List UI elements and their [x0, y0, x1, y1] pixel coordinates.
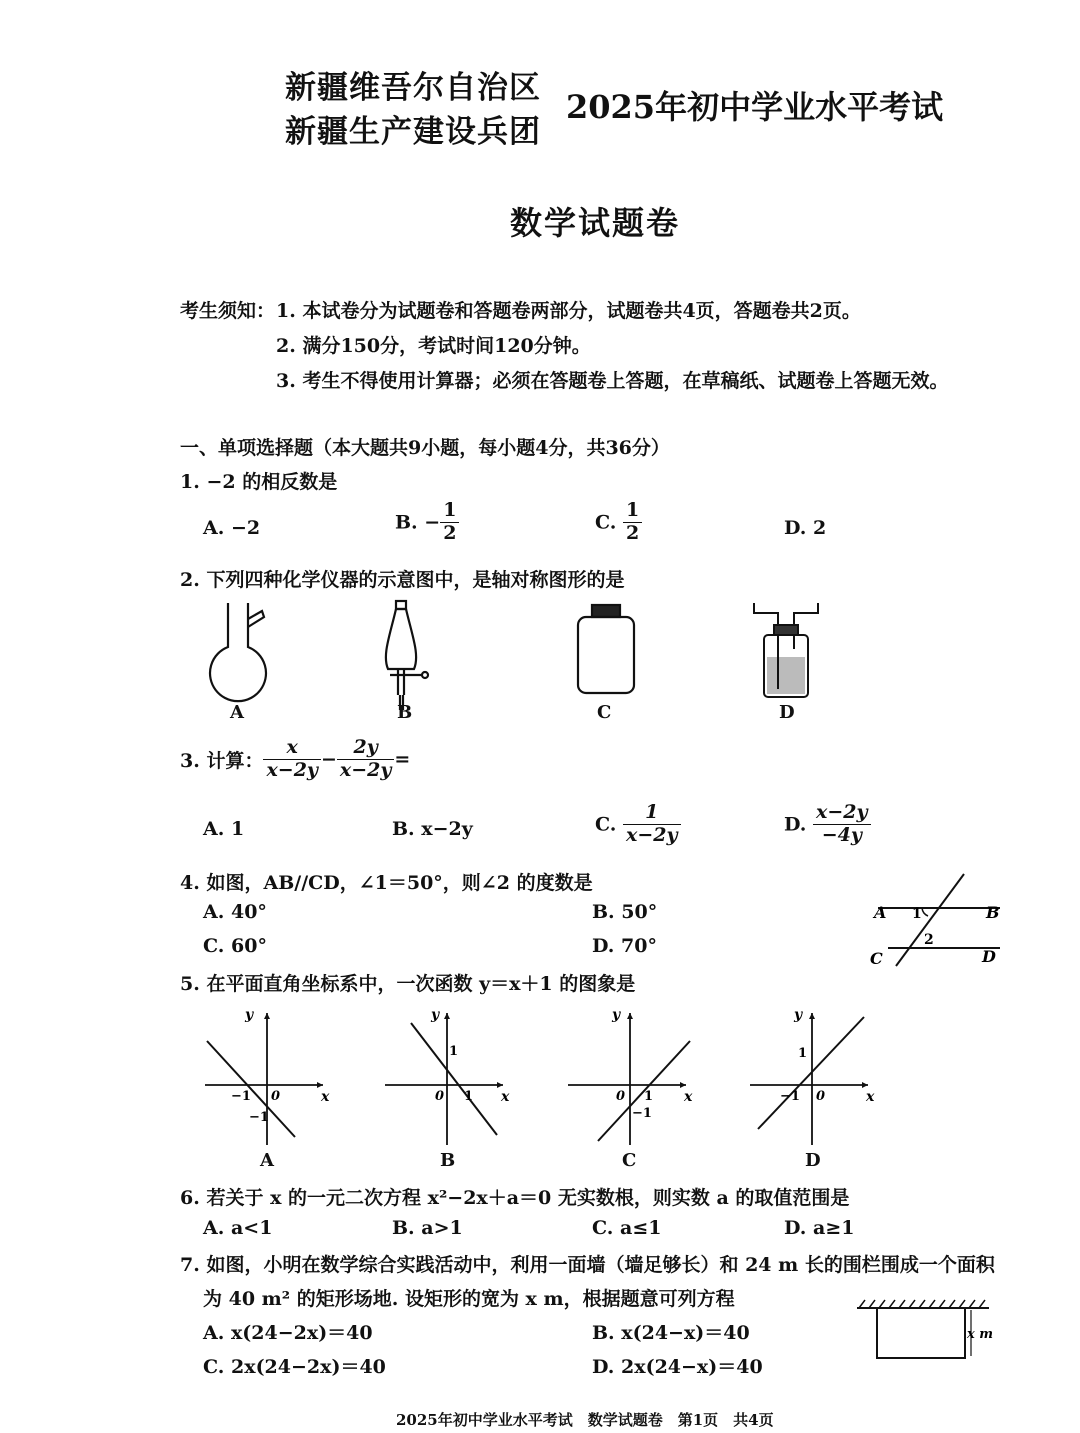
- q4-option-a: A. 40°: [203, 901, 267, 923]
- wall-hatching: [859, 1300, 985, 1308]
- svg-text:1: 1: [464, 1089, 474, 1104]
- svg-text:1: 1: [449, 1044, 459, 1059]
- exam-title: 2025年初中学业水平考试: [566, 88, 944, 126]
- svg-text:−1: −1: [231, 1089, 251, 1104]
- q5-label-c: C: [622, 1150, 637, 1171]
- q5-graph-d: [740, 1005, 880, 1155]
- label-c: C: [870, 949, 883, 968]
- q1-option-c: C. $\frac{1}{2}$: [595, 500, 642, 545]
- svg-text:0: 0: [616, 1089, 626, 1104]
- q1-option-d: D. 2: [784, 517, 827, 539]
- q5-stem: 5. 在平面直角坐标系中，一次函数 y＝x＋1 的图象是: [180, 973, 636, 995]
- q6-stem: 6. 若关于 x 的一元二次方程 x²−2x＋a＝0 无实数根，则实数 a 的取值范围是: [180, 1187, 850, 1209]
- separatory-funnel-icon: [386, 601, 428, 710]
- q2-label-b: B: [397, 702, 413, 723]
- transversal: [896, 874, 964, 966]
- q7-option-b: B. x(24−x)＝40: [592, 1322, 750, 1344]
- q3-option-d: D. $\frac{x-2y}{-4y}$: [784, 802, 871, 847]
- q6-option-b: B. a>1: [392, 1217, 463, 1239]
- svg-text:−1: −1: [632, 1106, 652, 1121]
- q6-option-d: D. a≥1: [784, 1217, 855, 1239]
- section-1-title: 一、单项选择题（本大题共9小题，每小题4分，共36分）: [180, 437, 670, 459]
- label-a: A: [874, 903, 887, 922]
- svg-text:−1: −1: [780, 1089, 800, 1104]
- region-line-1: 新疆维吾尔自治区: [285, 70, 541, 106]
- q7-option-a: A. x(24−2x)＝40: [203, 1322, 373, 1344]
- label-b: B: [986, 903, 1000, 922]
- svg-text:1: 1: [644, 1089, 654, 1104]
- svg-text:0: 0: [435, 1089, 445, 1104]
- q1-stem: 1. −2 的相反数是: [180, 471, 338, 493]
- q2-stem: 2. 下列四种化学仪器的示意图中，是轴对称图形的是: [180, 569, 625, 591]
- page-footer: 2025年初中学业水平考试 数学试题卷 第1页 共4页: [396, 1411, 774, 1429]
- q4-option-d: D. 70°: [592, 935, 657, 957]
- q3-option-b: B. x−2y: [392, 818, 473, 840]
- svg-text:x: x: [501, 1089, 510, 1105]
- q5-graph-c: [558, 1005, 698, 1155]
- notice-item-2: 2. 满分150分，考试时间120分钟。: [276, 335, 591, 357]
- q6-option-a: A. a<1: [203, 1217, 273, 1239]
- q3-option-c: C. $\frac{1}{x-2y}$: [595, 802, 681, 847]
- gas-washing-bottle-icon: [754, 603, 818, 697]
- q5-label-b: B: [440, 1150, 456, 1171]
- svg-text:x: x: [866, 1089, 875, 1105]
- width-label: x m: [967, 1327, 994, 1342]
- angle-2: 2: [924, 932, 934, 948]
- svg-text:y: y: [612, 1007, 621, 1023]
- q3-option-a: A. 1: [203, 818, 245, 840]
- q5-graph-b: [375, 1005, 515, 1155]
- angle-1: 1: [912, 906, 922, 922]
- q5-label-a: A: [260, 1150, 274, 1171]
- notice-item-1: 1. 本试卷分为试题卷和答题卷两部分，试题卷共4页，答题卷共2页。: [276, 300, 861, 322]
- q7-option-d: D. 2x(24−x)＝40: [592, 1356, 763, 1378]
- notice-label: 考生须知：: [180, 300, 276, 322]
- q7-stem-line-1: 7. 如图，小明在数学综合实践活动中，利用一面墙（墙足够长）和 24 m 长的围栏围成一个面积: [180, 1254, 995, 1276]
- q7-option-c: C. 2x(24−2x)＝40: [203, 1356, 386, 1378]
- q4-option-c: C. 60°: [203, 935, 267, 957]
- region-line-2: 新疆生产建设兵团: [285, 114, 541, 150]
- q2-label-c: C: [597, 702, 612, 723]
- fence: [877, 1308, 965, 1358]
- q3-expression: 3. 计算： $\frac{x}{x-2y}$ − $\frac{2y}{x-2y}$ =: [180, 736, 411, 781]
- reagent-bottle-icon: [578, 605, 634, 693]
- svg-text:−1: −1: [249, 1110, 269, 1125]
- svg-text:x: x: [684, 1089, 693, 1105]
- q4-stem: 4. 如图，AB//CD，∠1＝50°，则∠2 的度数是: [180, 872, 593, 894]
- q2-label-d: D: [779, 702, 795, 723]
- svg-text:y: y: [431, 1007, 440, 1023]
- subject-title: 数学试题卷: [510, 204, 681, 242]
- q2-label-a: A: [230, 702, 244, 723]
- flask-icon: [210, 603, 266, 701]
- notice-item-3: 3. 考生不得使用计算器；必须在答题卷上答题，在草稿纸、试题卷上答题无效。: [276, 370, 949, 392]
- q4-option-b: B. 50°: [592, 901, 658, 923]
- q7-figure: [855, 1296, 995, 1372]
- svg-text:y: y: [794, 1007, 803, 1023]
- q5-label-d: D: [805, 1150, 821, 1171]
- label-d: D: [982, 947, 996, 966]
- svg-text:0: 0: [271, 1089, 281, 1104]
- svg-text:1: 1: [798, 1046, 808, 1061]
- q1-option-b: B. − $\frac{1}{2}$: [395, 500, 459, 545]
- q4-figure: [860, 870, 1010, 970]
- svg-text:x: x: [321, 1089, 330, 1105]
- svg-text:y: y: [245, 1007, 254, 1023]
- q7-stem-line-2: 为 40 m² 的矩形场地. 设矩形的宽为 x m，根据题意可列方程: [203, 1288, 735, 1310]
- q5-graph-a: [195, 1005, 335, 1155]
- q1-option-a: A. −2: [203, 517, 261, 539]
- svg-text:0: 0: [816, 1089, 826, 1104]
- q6-option-c: C. a≤1: [592, 1217, 662, 1239]
